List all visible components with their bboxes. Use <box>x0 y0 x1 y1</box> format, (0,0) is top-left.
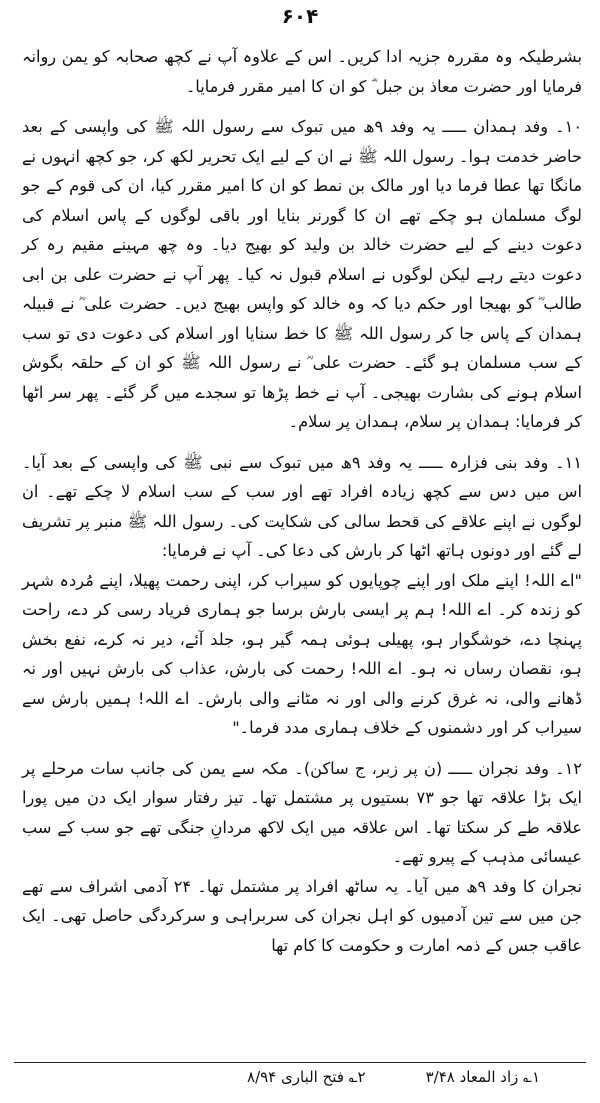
footnote-1: ۱؎ زاد المعاد ۳/۴۸ <box>425 1068 540 1086</box>
paragraph-fazara-delegation: ۱۱۔ وفد بنی فزارہ ـــــ یہ وفد ۹ھ میں تبوک سے نبی ﷺ کی واپسی کے بعد آیا۔ اس میں دس سے کچھ زیادہ افراد تھے اور سب کے سب اسلام لا چکے تھے۔ ان لوگوں نے اپنے علاقے کی قحط سالی کی شکایت کی۔ رسول اللہ ﷺ منبر پر تشریف لے گئے اور دونوں ہاتھ اٹھا کر بارش کی دعا کی۔ آپ نے فرمایا: <box>22 452 582 560</box>
paragraph-najran-delegation: ۱۲۔ وفد نجران ـــــ (ن پر زبر، ج ساکن)۔ مکہ سے یمن کی جانب سات مرحلے پر ایک بڑا علاقہ تھا جو ۷۳ بستیوں پر مشتمل تھا۔ تیز رفتار سوار ایک دن میں پورا علاقہ طے کر سکتا تھا۔ اس علاقہ میں ایک لاکھ مردانِ جنگی تھے جو سب کے سب عیسائی مذہب کے پیرو تھے۔ <box>22 758 582 866</box>
paragraph-rain-supplication: "اے اللہ! اپنے ملک اور اپنے چوپایوں کو سیراب کر، اپنی رحمت پھیلا، اپنے مُردہ شہر کو زندہ کر۔ اے اللہ! ہم پر ایسی بارش برسا جو ہماری فریاد رسی کر دے، راحت پہنچا دے، خوشگوار ہو، پھیلی ہوئی ہمہ گیر ہو، جلد آئے، دیر نہ کرے، نفع بخش ہو، نقصان رساں نہ ہو۔ اے اللہ! رحمت کی بارش، عذاب کی بارش نہیں اور نہ ڈھانے والی، نہ غرق کرنے والی اور نہ مٹانے والی بارش۔ اے اللہ! ہمیں بارش سے سیراب کر اور دشمنوں کے خلاف ہماری مدد فرما۔" <box>22 570 582 737</box>
paragraph-intro: بشرطیکہ وہ مقررہ جزیہ ادا کریں۔ اس کے علاوہ آپ نے کچھ صحابہ کو یمن روانہ فرمایا اور حضرت معاذ بن جبل ؓ کو ان کا امیر مقرر فرمایا۔ <box>22 47 582 96</box>
paragraph-hamdan-delegation: ۱۰۔ وفد ہمدان ـــــ یہ وفد ۹ھ میں تبوک سے رسول اللہ ﷺ کی واپسی کے بعد حاضر خدمت ہوا۔ رسول اللہ ﷺ نے ان کے لیے ایک تحریر لکھ کر، جو کچھ انہوں نے مانگا تھا عطا فرما دیا اور مالک بن نمط کو ان کا امیر مقرر کیا، ان کی قوم کے جو لوگ مسلمان ہو چکے تھے ان کا گورنر بنایا اور باقی لوگوں کے پاس اسلام کی دعوت دینے کے لیے حضرت خالد بن ولید کو بھیج دیا۔ وہ چھ مہینے مقیم رہ کر دعوت دیتے رہے لیکن لوگوں نے اسلام قبول نہ کیا۔ پھر آپ نے حضرت علی بن ابی طالب ؓ کو بھیجا اور حکم دیا کہ وہ خالد کو واپس بھیج دیں۔ حضرت علی ؓ نے قبیلہ ہمدان کے پاس جا کر رسول اللہ ﷺ کا خط سنایا اور اسلام کی دعوت دی تو سب کے سب مسلمان ہو گئے۔ حضرت علی ؓ نے رسول اللہ ﷺ کو ان کے حلقہ بگوش اسلام ہونے کی بشارت بھیجی۔ آپ نے خط پڑھا تو سجدے میں گر گئے۔ پھر سر اٹھا کر فرمایا: ہمدان پر سلام، ہمدان پر سلام۔ <box>22 117 583 431</box>
body-text <box>22 42 582 960</box>
page-number: ۶۰۴ <box>281 4 319 28</box>
paragraph-najran-arrival: نجران کا وفد ۹ھ میں آیا۔ یہ ساٹھ افراد پر مشتمل تھا۔ ۲۴ آدمی اشراف سے تھے جن میں سے تین آدمیوں کو اہل نجران کی سربراہی و سرکردگی حاصل تھی۔ ایک عاقب جس کے ذمہ امارت و حکومت کا کام تھا <box>22 876 582 955</box>
footnote-2: ۲؎ فتح الباری ۸/۹۴ <box>247 1068 366 1086</box>
footnotes <box>60 1068 540 1086</box>
footnote-divider <box>14 1062 586 1063</box>
